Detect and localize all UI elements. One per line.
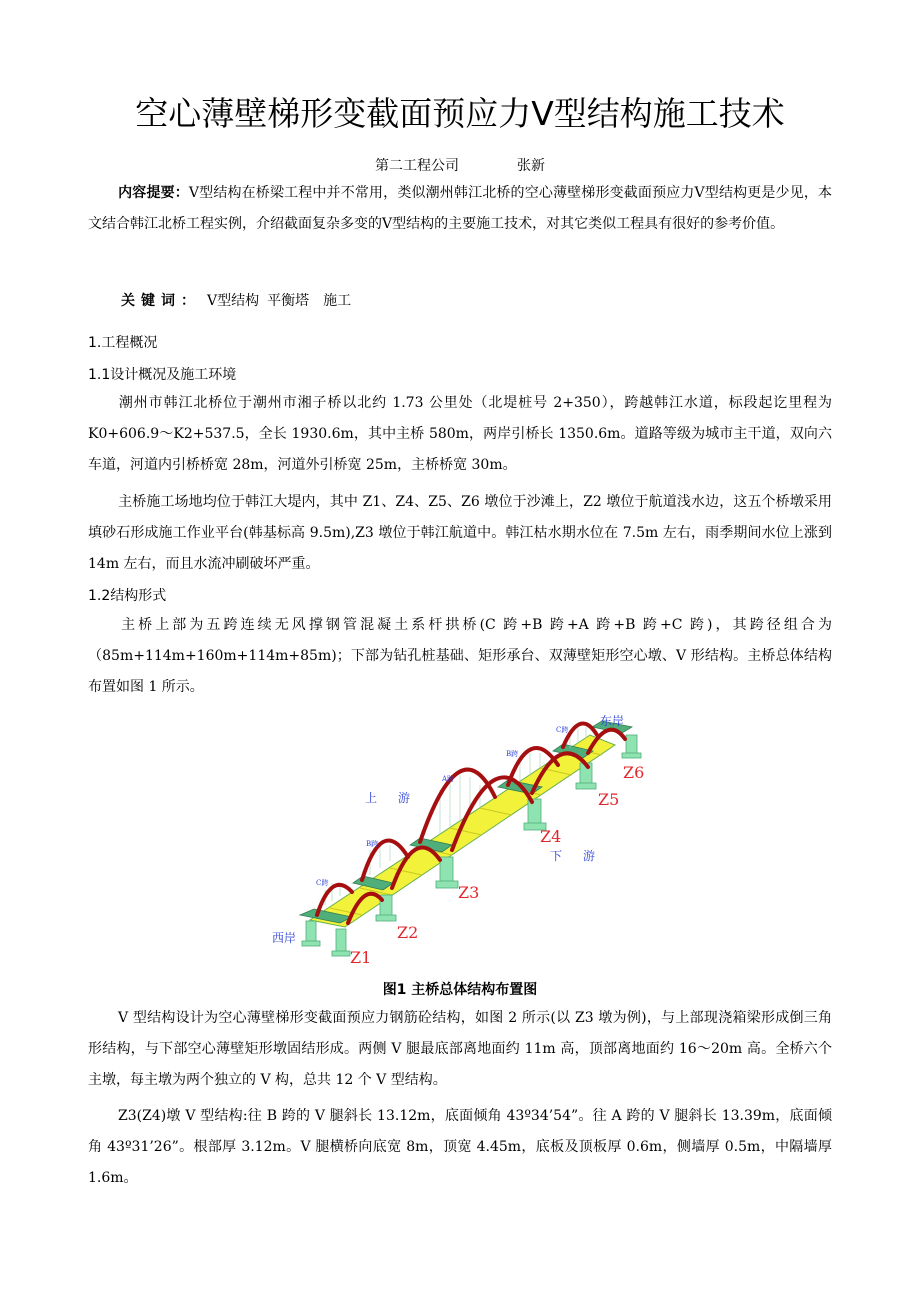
pier-label: Z1: [350, 948, 372, 967]
bridge-diagram: [270, 705, 650, 975]
paragraph-text: 潮州市韩江北桥位于潮州市湘子桥以北约 1.73 公里处（北堤桩号 2+350），跨越韩江水道，标段起讫里程为 K0+606.9～K2+537.5，全长 1930.6m，其中主桥 580m，两岸引桥长 1350.6m。道路等级为城市主干道，双向六车道，河道内引桥桥宽 28m，河道外引桥宽 25m，主桥桥宽 30m。: [88, 395, 832, 473]
paragraph-text: V 型结构设计为空心薄壁梯形变截面预应力钢筋砼结构，如图 2 所示(以 Z3 墩为例)，与上部现浇箱梁形成倒三角形结构，与下部空心薄壁矩形墩固结形成。两侧 V 腿最底部离地面约 11m 高，顶部离地面约 16～20m 高。全桥六个主墩，每主墩为两个独立的 V 构，总共 12 个 V 型结构。: [88, 1010, 832, 1088]
body-paragraph: [88, 610, 832, 703]
abstract-paragraph: [88, 178, 832, 240]
paragraph-text: Z3(Z4)墩 V 型结构:往 B 跨的 V 腿斜长 13.12m，底面倾角 43º34’54”。往 A 跨的 V 腿斜长 13.39m，底面倾角 43º31’26”。根部厚 3.12m。V 腿横桥向底宽 8m，顶宽 4.45m，底板及顶板厚 0.6m，侧墙厚 0.5m，中隔墙厚 1.6m。: [88, 1108, 832, 1186]
label-span-b-west: B跨: [366, 840, 379, 848]
label-span-c-east: C跨: [556, 726, 569, 734]
body-paragraph: [88, 487, 832, 580]
pier-label: Z3: [458, 883, 480, 902]
keywords-label: 关键词：: [121, 293, 201, 309]
pier-label: Z6: [623, 763, 645, 782]
keyword: Ⅴ型结构: [207, 293, 260, 309]
body-paragraph: [88, 1003, 832, 1096]
label-east-bank: 东岸: [600, 714, 625, 728]
body-paragraph: [88, 1101, 832, 1194]
author-company: 第二工程公司: [375, 158, 459, 174]
abstract-text: Ⅴ型结构在桥梁工程中并不常用，类似潮州韩江北桥的空心薄壁梯形变截面预应力Ⅴ型结构更是少见，本文结合韩江北桥工程实例，介绍截面复杂多变的Ⅴ型结构的主要施工技术，对其它类似工程具有很好的参考价值。: [88, 185, 833, 232]
body-paragraph: [88, 388, 832, 481]
paragraph-text: 主桥上部为五跨连续无风撑钢管混凝土系杆拱桥(C 跨+B 跨+A 跨+B 跨+C 跨)，其跨径组合为（85m+114m+160m+114m+85m)；下部为钻孔桩基础、矩形承台、双薄壁矩形空心墩、V 形结构。主桥总体结构布置如图 1 所示。: [88, 617, 832, 695]
section-heading-1-1: 1.1设计概况及施工环境: [88, 367, 237, 383]
pier-label: Z2: [397, 923, 419, 942]
label-west-bank: 西岸: [272, 931, 297, 945]
paragraph-text: 主桥施工场地均位于韩江大堤内，其中 Z1、Z4、Z5、Z6 墩位于沙滩上，Z2 墩位于航道浅水边，这五个桥墩采用填砂石形成施工作业平台(韩基标高 9.5m),Z3 墩位于韩江航道中。韩江枯水期水位在 7.5m 左右，雨季期间水位上涨到 14m 左右，而且水流冲刷破坏严重。: [88, 494, 832, 572]
label-downstream-1: 下: [550, 849, 563, 863]
label-downstream-2: 游: [583, 849, 596, 863]
figure-caption: 图1 主桥总体结构布置图: [382, 982, 538, 998]
figure-bridge-layout: [270, 705, 650, 975]
label-span-c-west: C跨: [316, 879, 329, 887]
byline: [0, 155, 920, 175]
document-title: 空心薄壁梯形变截面预应力Ⅴ型结构施工技术: [135, 94, 785, 133]
pier-label: Z5: [598, 790, 620, 809]
section-heading-1-2: 1.2结构形式: [88, 588, 167, 604]
pier-label: Z4: [540, 827, 562, 846]
keywords: [121, 290, 359, 310]
keyword: 平衡塔: [267, 293, 310, 309]
keyword: 施工: [323, 293, 352, 309]
author-name: 张新: [517, 158, 545, 174]
section-heading-1: 1.工程概况: [88, 335, 158, 351]
abstract-label: 内容提要：: [118, 185, 189, 201]
label-span-b-east: B跨: [506, 750, 519, 758]
label-upstream-1: 上: [365, 791, 378, 805]
label-span-a: A跨: [442, 775, 455, 783]
label-upstream-2: 游: [398, 791, 411, 805]
